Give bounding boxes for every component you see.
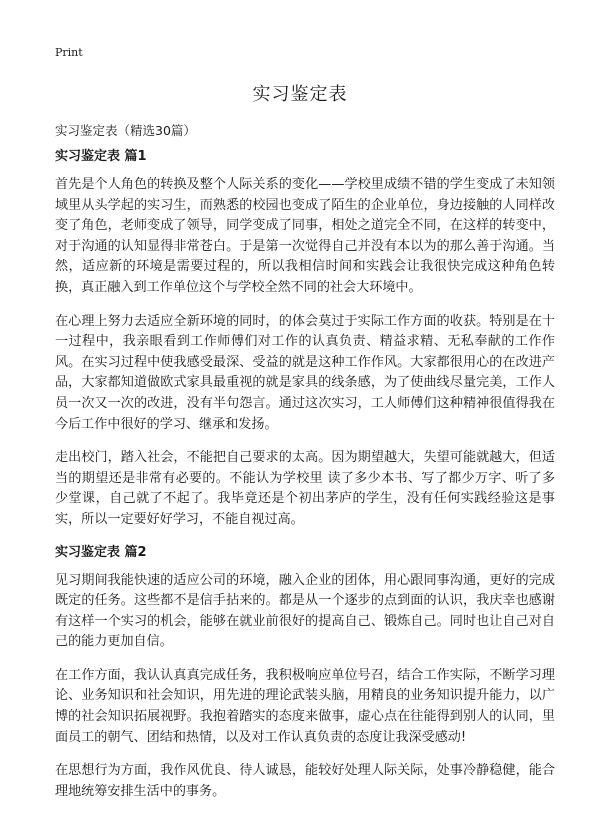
section-1 <box>55 148 555 531</box>
paragraph: 见习期间我能快速的适应公司的环境，融入企业的团体，用心跟同事沟通，更好的完成既定的任务。这些都不是信手拈来的。都是从一个逐步的点到面的认识，我庆幸也感谢有这样一个实习的机会，能够在就业前很好的提高自己、锻炼自己。同时也让自己对自己的能力更加自信。 <box>55 572 555 650</box>
paragraph: 首先是个人角色的转换及整个人际关系的变化——学校里成绩不错的学生变成了未知领域里从头学起的实习生，而熟悉的校园也变成了陌生的企业单位，身边接触的人同样改变了角色，老师变成了领导，同学变成了同事，相处之道完全不同，在这样的转变中，对于沟通的认知显得非常苍白。于是第一次觉得自己并没有本以为的那么善于沟通。当然，适应新的环境是需要过程的，所以我相信时间和实践会让我很快完成这种角色转换，真正融入到工作单位这个与学校全然不同的社会大环境中。 <box>55 177 555 295</box>
section-heading: 实习鉴定表 篇2 <box>55 544 147 560</box>
paragraph: 在思想行为方面，我作风优良、待人诚恳，能较好处理人际关际，处事冷静稳健，能合理地统筹安排生活中的事务。 <box>55 763 555 799</box>
paragraph: 在心理上努力去适应全新环境的同时，的体会莫过于实际工作方面的收获。特别是在十一过程中，我亲眼看到工作师傅们对工作的认真负责、精益求精、无私奉献的工作作风。在实习过程中使我感受最深、受益的就是这种工作作风。大家都很用心的在改进产品，大家都知道做欧式家具最重视的就是家具的线条感，为了使曲线尽量完美，工作人员一次又一次的改进，没有半句怨言。通过这次实习，工人师傅们这种精神很值得我在今后工作中很好的学习、继承和发扬。 <box>55 313 555 432</box>
document-subtitle: 实习鉴定表（精选30篇） <box>55 123 196 138</box>
print-link[interactable]: Print <box>55 46 83 59</box>
document-body <box>55 148 555 815</box>
paragraph: 走出校门，踏入社会，不能把自己要求的太高。因为期望越大，失望可能就越大，但适当的期望还是非常有必要的。不能认为学校里 读了多少本书、写了都少万字、听了多少堂课，自己就了不起了。我毕竟还是个初出茅庐的学生，没有任何实践经验这是事实，所以一定要好好学习，不能自视过高。 <box>55 450 555 527</box>
section-heading: 实习鉴定表 篇1 <box>55 149 147 164</box>
page-title: 实习鉴定表 <box>252 84 348 105</box>
paragraph: 在工作方面，我认认真真完成任务，我积极响应单位号召，结合工作实际，不断学习理论、业务知识和社会知识，用先进的理论武装头脑，用精良的业务知识提升能力，以广博的社会知识拓展视野。我抱着踏实的态度来做事，虚心点在往能得到别人的认同，里面员工的朝气、团结和热情，以及对工作认真负责的态度让我深受感动! <box>55 667 555 745</box>
section-2 <box>55 544 555 803</box>
